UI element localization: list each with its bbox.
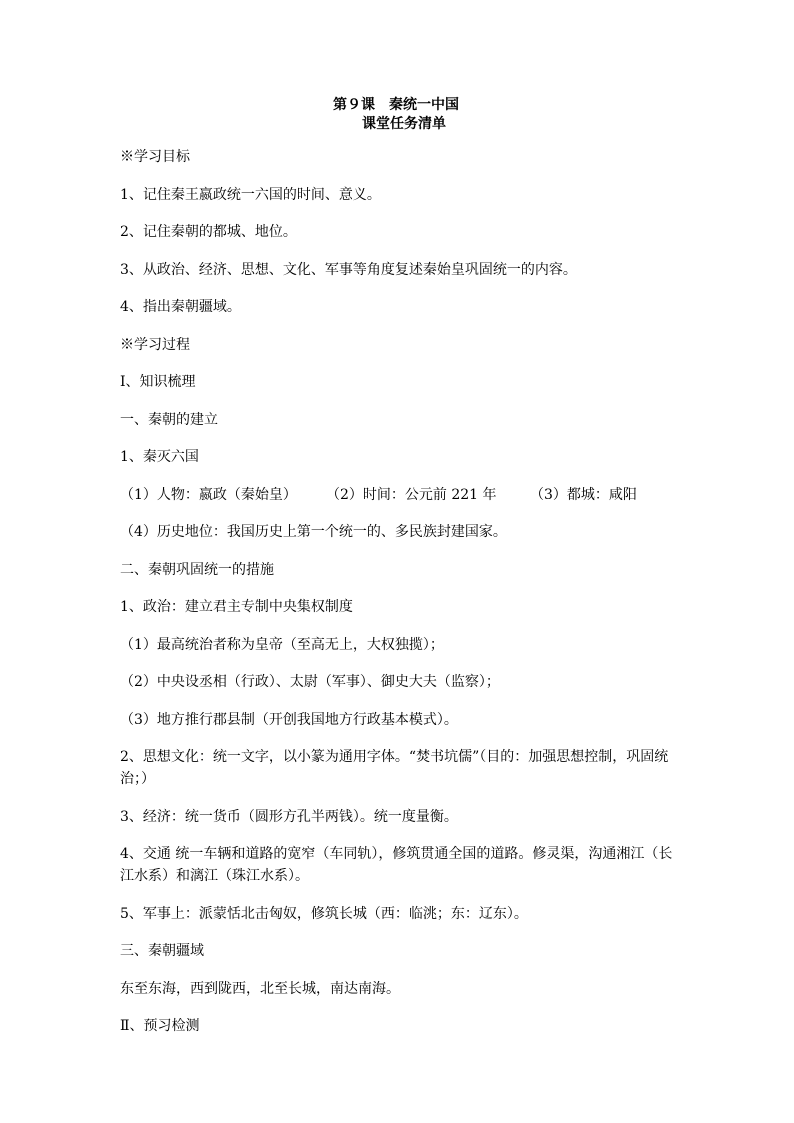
facts-row [120,484,678,506]
list-item: 东至东海，西到陇西，北至长城，南达南海。 [120,980,400,997]
document-body [120,146,678,1053]
goal-item: 1、记住秦王嬴政统一六国的时间、意义。 [120,186,381,203]
list-item: （1）最高统治者称为皇帝（至高无上，大权独揽）； [120,636,444,653]
list-item: 1、政治：建立君主专制中央集权制度 [120,599,353,615]
section-heading: 二、秦朝巩固统一的措施 [120,561,274,578]
fact-capital: （3）都城：咸阳 [530,486,637,503]
fact-time: （2）时间：公元前 221 年 [326,486,497,503]
list-item: 1、秦灭六国 [120,449,199,465]
subsection-heading: Ⅱ、预习检测 [120,1018,200,1034]
list-item: （2）中央设丞相（行政）、太尉（军事）、御史大夫（监察）； [120,674,500,690]
section-heading: 三、秦朝疆域 [120,943,204,959]
goal-item: 2、记住秦朝的都城、地位。 [120,224,297,240]
list-item: （3）地方推行郡县制（开创我国地方行政基本模式）。 [120,711,458,728]
title-block [0,96,794,134]
section-heading-process: ※学习过程 [120,336,190,353]
subsection-heading: Ⅰ、知识梳理 [120,374,196,390]
page-subtitle: 课堂任务清单 [362,116,446,132]
goal-item: 3、从政治、经济、思想、文化、军事等角度复述秦始皇巩固统一的内容。 [120,261,577,278]
list-item: 2、思想文化：统一文字，以小篆为通用字体。“焚书坑儒”（目的：加强思想控制，巩固统治；） [120,749,669,787]
fact-person: （1）人物：嬴政（秦始皇） [120,486,297,503]
page-title: 第９课 秦统一中国 [333,97,459,113]
list-item: 3、经济：统一货币（圆形方孔半两钱）。统一度量衡。 [120,808,458,825]
section-heading: 一、秦朝的建立 [120,411,218,428]
goal-item: 4、指出秦朝疆域。 [120,299,241,315]
list-item: 5、军事上：派蒙恬北击匈奴，修筑长城（西：临洮；东：辽东）。 [120,905,528,922]
list-item: 4、交通 统一车辆和道路的宽窄（车同轨），修筑贯通全国的道路。修灵渠，沟通湘江（长江水系）和漓江（珠江水系）。 [120,846,673,884]
list-item: （4）历史地位：我国历史上第一个统一的、多民族封建国家。 [120,524,507,540]
section-heading-goals: ※学习目标 [120,149,190,165]
